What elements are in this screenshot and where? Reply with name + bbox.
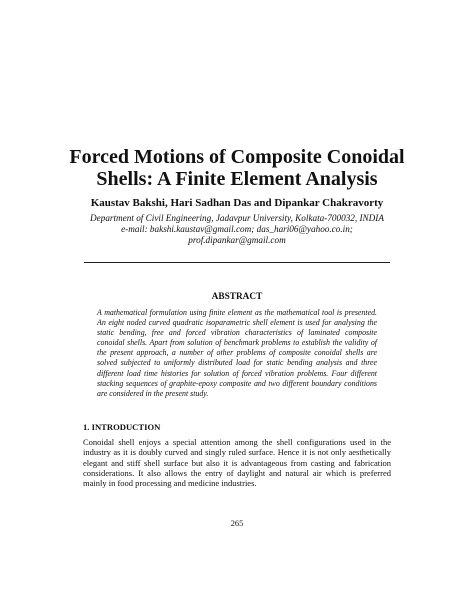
abstract-heading: ABSTRACT xyxy=(211,292,263,302)
affiliation-line-2: e-mail: bakshi.kaustav@gmail.com; das_hari06@yahoo.co.in; xyxy=(121,224,353,234)
author-affiliation xyxy=(70,213,404,246)
affiliation-line-3: prof.dipankar@gmail.com xyxy=(188,235,286,245)
introduction-text: Conoidal shell enjoys a special attention among the shell configurations used in the industry as it is doubly curved and singly ruled surface. Hence it is not only aesthetically elegant and stiff shell surface but also it is advantageous from casting and fabrication considerations. It also allows the entry of daylight and natural air which is preferred mainly in food processing and medicine industries. xyxy=(83,437,391,489)
title-line-1: Forced Motions of Composite Conoidal xyxy=(69,146,405,168)
title-line-2: Shells: A Finite Element Analysis xyxy=(96,168,378,190)
paper-title xyxy=(40,146,434,190)
affiliation-line-1: Department of Civil Engineering, Jadavpur University, Kolkata-700032, INDIA xyxy=(90,213,384,223)
author-list: Kaustav Bakshi, Hari Sadhan Das and Dipankar Chakravorty xyxy=(90,197,384,209)
header-divider xyxy=(84,262,390,263)
abstract-text: A mathematical formulation using finite element as the mathematical tool is presented. An eight noded curved quadratic isoparametric shell element is used for analysing the static bending, free and forced vibration characteristics of laminated composite conoidal shells. Apart from solution of benchmark problems to establish the validity of the present approach, a number of other problems of composite conoidal shells are solved subjected to uniformly distributed load for static bending analysis and three different load time histories for solution of forced vibration problems. Four different stacking sequences of graphite-epoxy composite and two different boundary conditions are considered in the present study. xyxy=(97,308,377,398)
introduction-heading: 1. INTRODUCTION xyxy=(83,422,161,432)
page-number: 265 xyxy=(230,519,244,528)
